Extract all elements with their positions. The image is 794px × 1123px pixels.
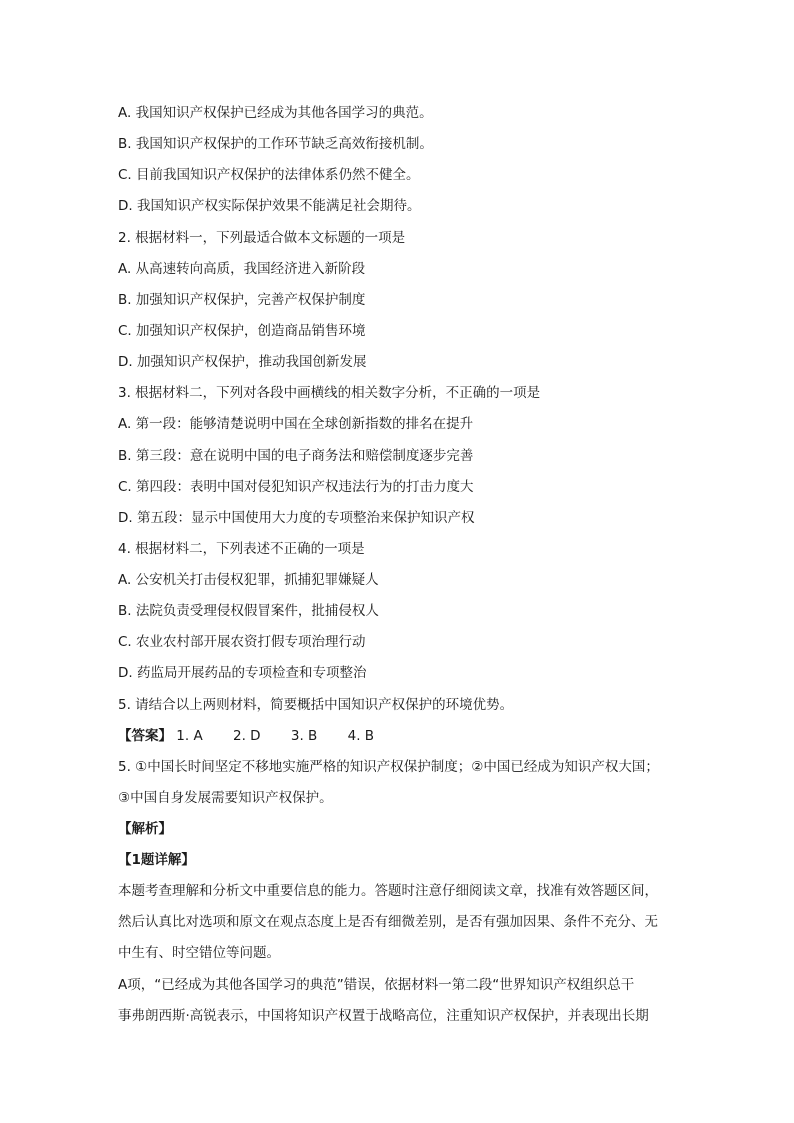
analysis-q1-label: 【1题详解】 [118, 852, 195, 868]
q2-option-d: D. 加强知识产权保护，推动我国创新发展 [118, 354, 367, 370]
answer-q5-line-1: 5. ①中国长时间坚定不移地实施严格的知识产权保护制度；②中国已经成为知识产权大国； [118, 759, 659, 775]
analysis-para2-line-2: 事弗朗西斯·高锐表示，中国将知识产权置于战略高位，注重知识产权保护，并表现出长期 [118, 1008, 649, 1024]
analysis-label: 【解析】 [118, 821, 172, 837]
q1-option-d: D. 我国知识产权实际保护效果不能满足社会期待。 [118, 198, 421, 214]
q3-option-b: B. 第三段：意在说明中国的电子商务法和赔偿制度逐步完善 [118, 448, 474, 464]
q2-option-a: A. 从高速转向高质，我国经济进入新阶段 [118, 261, 366, 277]
answer-q5-line-2: ③中国自身发展需要知识产权保护。 [118, 790, 333, 806]
analysis-para1-line-3: 中生有、时空错位等问题。 [118, 945, 280, 961]
answer-label: 【答案】 [118, 728, 172, 744]
q4-stem: 4. 根据材料二，下列表述不正确的一项是 [118, 541, 365, 557]
q2-stem: 2. 根据材料一，下列最适合做本文标题的一项是 [118, 230, 406, 246]
q1-option-a: A. 我国知识产权保护已经成为其他各国学习的典范。 [118, 105, 433, 121]
q2-option-b: B. 加强知识产权保护，完善产权保护制度 [118, 292, 366, 308]
q4-option-d: D. 药监局开展药品的专项检查和专项整治 [118, 665, 367, 681]
q5-stem: 5. 请结合以上两则材料，简要概括中国知识产权保护的环境优势。 [118, 697, 514, 713]
q2-option-c: C. 加强知识产权保护，创造商品销售环境 [118, 323, 366, 339]
analysis-para2-line-1: A项，“已经成为其他各国学习的典范”错误，依据材料一第二段“世界知识产权组织总干 [118, 977, 635, 993]
answer-item-3: 3. B [290, 728, 318, 744]
q3-option-a: A. 第一段：能够清楚说明中国在全球创新指数的排名在提升 [118, 416, 474, 432]
q4-option-c: C. 农业农村部开展农资打假专项治理行动 [118, 634, 366, 650]
q1-option-c: C. 目前我国知识产权保护的法律体系仍然不健全。 [118, 167, 420, 183]
q4-option-b: B. 法院负责受理侵权假冒案件，批捕侵权人 [118, 603, 379, 619]
q4-option-a: A. 公安机关打击侵权犯罪，抓捕犯罪嫌疑人 [118, 572, 379, 588]
q3-option-c: C. 第四段：表明中国对侵犯知识产权违法行为的打击力度大 [118, 479, 474, 495]
q3-stem: 3. 根据材料二，下列对各段中画横线的相关数字分析，不正确的一项是 [118, 385, 541, 401]
answer-row [118, 727, 718, 745]
q1-option-b: B. 我国知识产权保护的工作环节缺乏高效衔接机制。 [118, 136, 433, 152]
answer-item-2: 2. D [233, 728, 261, 744]
analysis-para1-line-1: 本题考查理解和分析文中重要信息的能力。答题时注意仔细阅读文章，找准有效答题区间， [118, 883, 658, 899]
answer-item-4: 4. B [347, 728, 375, 744]
analysis-para1-line-2: 然后认真比对选项和原文在观点态度上是否有细微差别，是否有强加因果、条件不充分、无 [118, 914, 658, 930]
q3-option-d: D. 第五段：显示中国使用大力度的专项整治来保护知识产权 [118, 510, 475, 526]
answer-item-1: 1. A [176, 728, 203, 744]
